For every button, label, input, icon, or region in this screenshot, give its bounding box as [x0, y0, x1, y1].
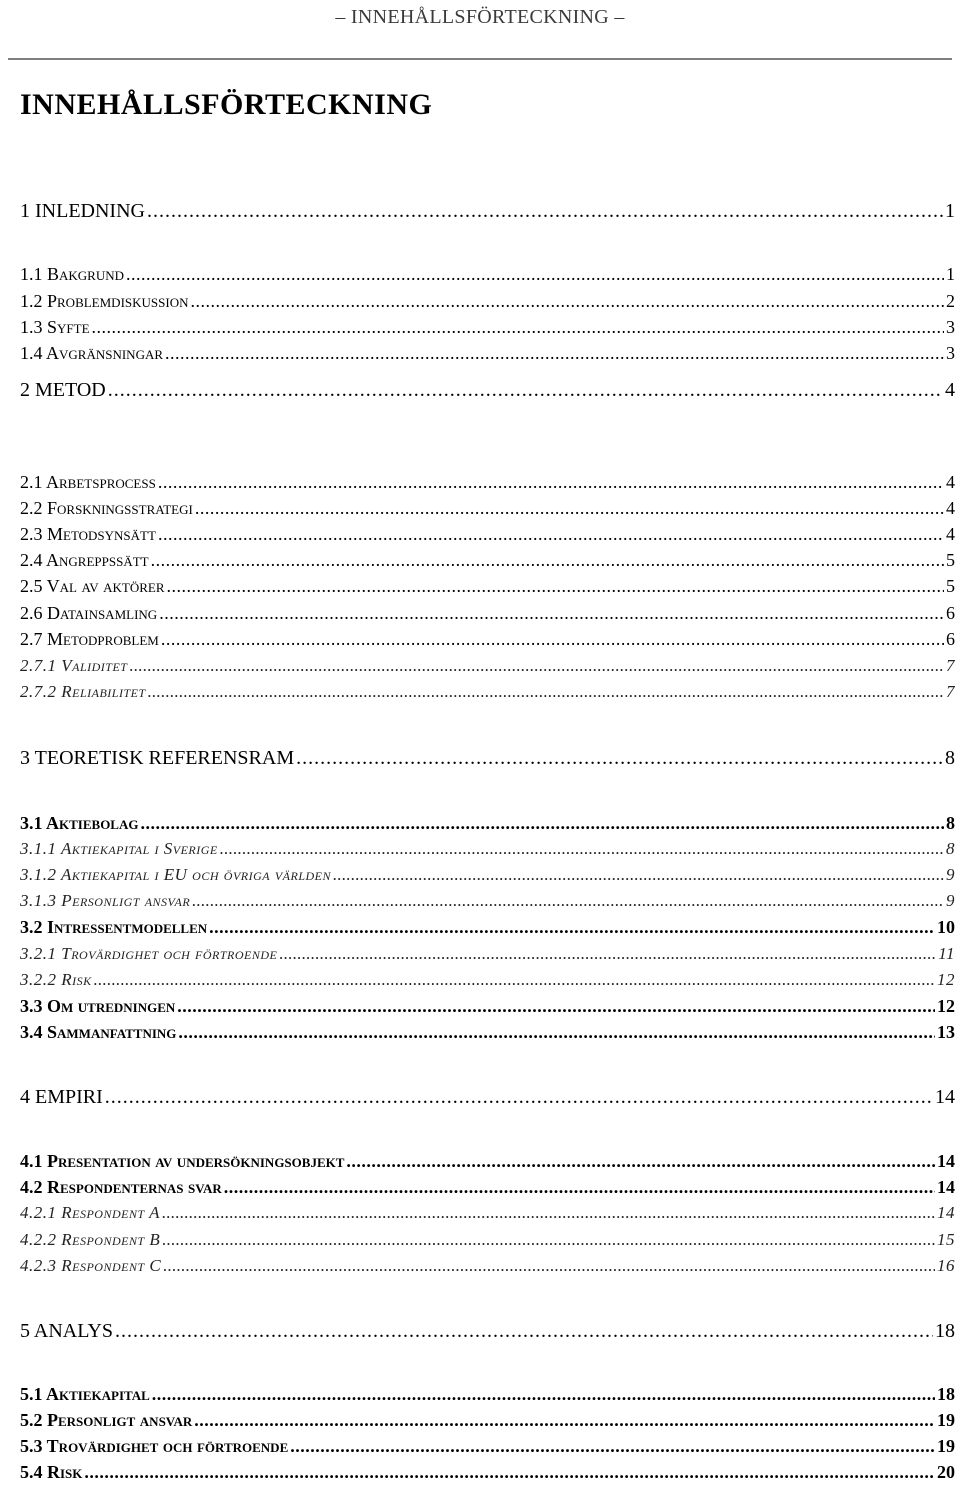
toc-entry[interactable]: [20, 865, 955, 885]
toc-entry[interactable]: [20, 917, 955, 938]
toc-entry-label: 5.2 Personligt ansvar: [20, 1410, 193, 1430]
toc-entry-page-number: 14: [935, 1086, 955, 1108]
toc-leader-dots: [333, 865, 944, 885]
toc-entry[interactable]: [20, 550, 955, 571]
toc-leader-dots: [140, 813, 944, 834]
toc-leader-dots: [224, 1177, 935, 1198]
toc-entry[interactable]: [20, 291, 955, 312]
toc-entry-page-number: 3: [946, 343, 955, 363]
toc-entry[interactable]: [20, 682, 955, 702]
toc-entry[interactable]: [20, 343, 955, 364]
toc-entry-label: 2.4 Angreppssätt: [20, 550, 149, 570]
toc-entry-page-number: 8: [946, 813, 955, 833]
toc-leader-dots: [158, 524, 944, 545]
toc-entry-page-number: 4: [946, 472, 955, 492]
toc-entry-page-number: 14: [937, 1177, 955, 1197]
page-title: INNEHÅLLSFÖRTECKNING: [20, 88, 433, 121]
toc-entry-label: 5.4 Risk: [20, 1462, 83, 1482]
toc-leader-dots: [152, 1384, 935, 1405]
toc-entry-page-number: 18: [935, 1320, 955, 1342]
toc-entry-page-number: 5: [946, 550, 955, 570]
toc-entry-page-number: 11: [938, 944, 955, 963]
toc-entry-page-number: 4: [946, 498, 955, 518]
toc-entry-label: 2.7.2 Reliabilitet: [20, 682, 146, 701]
toc-entry[interactable]: [20, 379, 955, 402]
toc-entry-label: 3.1.1 Aktiekapital i Sverige: [20, 839, 218, 858]
toc-leader-dots: [151, 550, 944, 571]
toc-entry-label: 4.2.2 Respondent B: [20, 1230, 161, 1249]
toc-leader-dots: [178, 1022, 935, 1043]
toc-entry[interactable]: [20, 839, 955, 859]
toc-entry[interactable]: [20, 1177, 955, 1198]
toc-leader-dots: [148, 682, 944, 702]
toc-entry-label: 4 EMPIRI: [20, 1086, 103, 1108]
toc-entry[interactable]: [20, 264, 955, 285]
toc-entry-page-number: 19: [937, 1436, 955, 1456]
toc-entry-page-number: 18: [937, 1384, 955, 1404]
toc-entry-page-number: 9: [946, 891, 955, 910]
toc-entry-label: 3.1.3 Personligt ansvar: [20, 891, 191, 910]
toc-leader-dots: [158, 472, 944, 493]
toc-leader-dots: [346, 1151, 935, 1172]
toc-entry-label: 2.7 Metodproblem: [20, 629, 159, 649]
toc-leader-dots: [126, 264, 944, 285]
toc-entry[interactable]: [20, 1203, 955, 1223]
toc-leader-dots: [105, 1086, 933, 1109]
toc-entry-label: 5 ANALYS: [20, 1320, 114, 1342]
toc-entry[interactable]: [20, 1151, 955, 1172]
toc-entry-page-number: 6: [946, 629, 955, 649]
toc-leader-dots: [94, 970, 935, 990]
toc-entry-page-number: 19: [937, 1410, 955, 1430]
toc-entry-page-number: 1: [945, 200, 955, 222]
toc-leader-dots: [92, 317, 944, 338]
toc-entry-page-number: 9: [946, 865, 955, 884]
toc-entry-label: 3.1.2 Aktiekapital i EU och övriga världen: [20, 865, 332, 884]
toc-entry-label: 3.1 Aktiebolag: [20, 813, 139, 833]
toc-entry-label: 5.3 Trovärdighet och förtroende: [20, 1436, 289, 1456]
toc-entry-label: 5.1 Aktiekapital: [20, 1384, 150, 1404]
toc-leader-dots: [296, 747, 943, 770]
toc-entry-page-number: 6: [946, 603, 955, 623]
toc-entry-label: 2.1 Arbetsprocess: [20, 472, 156, 492]
toc-entry-label: 3.3 Om utredningen: [20, 996, 176, 1016]
toc-entry-page-number: 8: [946, 839, 955, 858]
toc-entry[interactable]: [20, 1462, 955, 1483]
toc-entry[interactable]: [20, 996, 955, 1017]
toc-entry-page-number: 15: [937, 1230, 955, 1249]
toc-entry[interactable]: [20, 1086, 955, 1109]
toc-leader-dots: [279, 944, 936, 964]
toc-entry-page-number: 7: [946, 656, 955, 675]
toc-entry-label: 3.2.2 Risk: [20, 970, 92, 989]
running-header: [8, 0, 952, 60]
toc-entry-page-number: 14: [937, 1203, 955, 1222]
toc-entry-page-number: 13: [937, 1022, 955, 1042]
toc-entry-label: 1 INLEDNING: [20, 200, 145, 222]
toc-leader-dots: [163, 1256, 935, 1276]
toc-entry-label: 1.1 Bakgrund: [20, 264, 125, 284]
toc-entry-label: 3.4 Sammanfattning: [20, 1022, 177, 1042]
toc-entry-label: 4.2 Respondenternas svar: [20, 1177, 222, 1197]
toc-entry[interactable]: [20, 813, 955, 834]
toc-entry[interactable]: [20, 629, 955, 650]
toc-entry-page-number: 4: [946, 524, 955, 544]
toc-leader-dots: [129, 656, 944, 676]
toc-entry-page-number: 14: [937, 1151, 955, 1171]
toc-entry[interactable]: [20, 524, 955, 545]
toc-entry-page-number: 7: [946, 682, 955, 701]
toc-leader-dots: [84, 1462, 935, 1483]
toc-entry[interactable]: [20, 603, 955, 624]
toc-leader-dots: [161, 629, 944, 650]
toc-entry-label: 3.2 Intressentmodellen: [20, 917, 208, 937]
toc-leader-dots: [167, 576, 945, 597]
toc-entry[interactable]: [20, 472, 955, 493]
toc-entry-label: 3 TEORETISK REFERENSRAM: [20, 747, 295, 769]
toc-leader-dots: [220, 839, 944, 859]
toc-leader-dots: [192, 891, 944, 911]
toc-entry-label: 1.3 Syfte: [20, 317, 90, 337]
toc-entry-label: 2.3 Metodsynsätt: [20, 524, 156, 544]
toc-leader-dots: [195, 498, 944, 519]
toc-entry-label: 4.2.3 Respondent C: [20, 1256, 162, 1275]
toc-leader-dots: [194, 1410, 935, 1431]
toc-entry-page-number: 1: [946, 264, 955, 284]
toc-entry-page-number: 4: [945, 379, 955, 401]
toc-leader-dots: [290, 1436, 935, 1457]
toc-entry-page-number: 3: [946, 317, 955, 337]
toc-leader-dots: [162, 1230, 935, 1250]
toc-entry[interactable]: [20, 1436, 955, 1457]
toc-entry-page-number: 10: [937, 917, 955, 937]
toc-entry-page-number: 8: [945, 747, 955, 769]
toc-entry-page-number: 12: [937, 970, 955, 989]
toc-leader-dots: [115, 1320, 933, 1343]
toc-entry[interactable]: [20, 498, 955, 519]
toc-entry-label: 3.2.1 Trovärdighet och förtroende: [20, 944, 278, 963]
toc-entry[interactable]: [20, 656, 955, 676]
toc-entry-label: 2.7.1 Validitet: [20, 656, 128, 675]
toc-entry-label: 1.2 Problemdiskussion: [20, 291, 189, 311]
toc-entry-label: 2 METOD: [20, 379, 106, 401]
toc-leader-dots: [190, 291, 944, 312]
toc-entry[interactable]: [20, 747, 955, 770]
toc-entry[interactable]: [20, 1320, 955, 1343]
toc-entry[interactable]: [20, 970, 955, 990]
toc-leader-dots: [209, 917, 935, 938]
toc-entry-page-number: 12: [937, 996, 955, 1016]
toc-entry[interactable]: [20, 944, 955, 964]
toc-entry-page-number: 2: [946, 291, 955, 311]
toc-entry[interactable]: [20, 576, 955, 597]
toc-entry[interactable]: [20, 317, 955, 338]
toc-entry[interactable]: [20, 1384, 955, 1405]
toc-entry-page-number: 20: [937, 1462, 955, 1482]
toc-leader-dots: [108, 379, 943, 402]
toc-leader-dots: [165, 343, 944, 364]
toc-leader-dots: [159, 603, 944, 624]
toc-entry-label: 1.4 Avgränsningar: [20, 343, 164, 363]
toc-entry[interactable]: [20, 1256, 955, 1276]
toc-entry-label: 4.1 Presentation av undersökningsobjekt: [20, 1151, 345, 1171]
toc-entry-label: 2.5 Val av aktörer: [20, 576, 165, 596]
toc-entry[interactable]: [20, 1230, 955, 1250]
toc-leader-dots: [162, 1203, 935, 1223]
toc-entry[interactable]: [20, 200, 955, 223]
toc-entry-page-number: 5: [946, 576, 955, 596]
toc-entry[interactable]: [20, 891, 955, 911]
toc-leader-dots: [147, 200, 943, 223]
toc-entry[interactable]: [20, 1022, 955, 1043]
toc-entry[interactable]: [20, 1410, 955, 1431]
toc-entry-page-number: 16: [937, 1256, 955, 1275]
toc-leader-dots: [177, 996, 935, 1017]
toc-entry-label: 2.2 Forskningsstrategi: [20, 498, 193, 518]
running-header-text: – INNEHÅLLSFÖRTECKNING –: [335, 6, 625, 28]
toc-entry-label: 4.2.1 Respondent A: [20, 1203, 160, 1222]
toc-entry-label: 2.6 Datainsamling: [20, 603, 158, 623]
